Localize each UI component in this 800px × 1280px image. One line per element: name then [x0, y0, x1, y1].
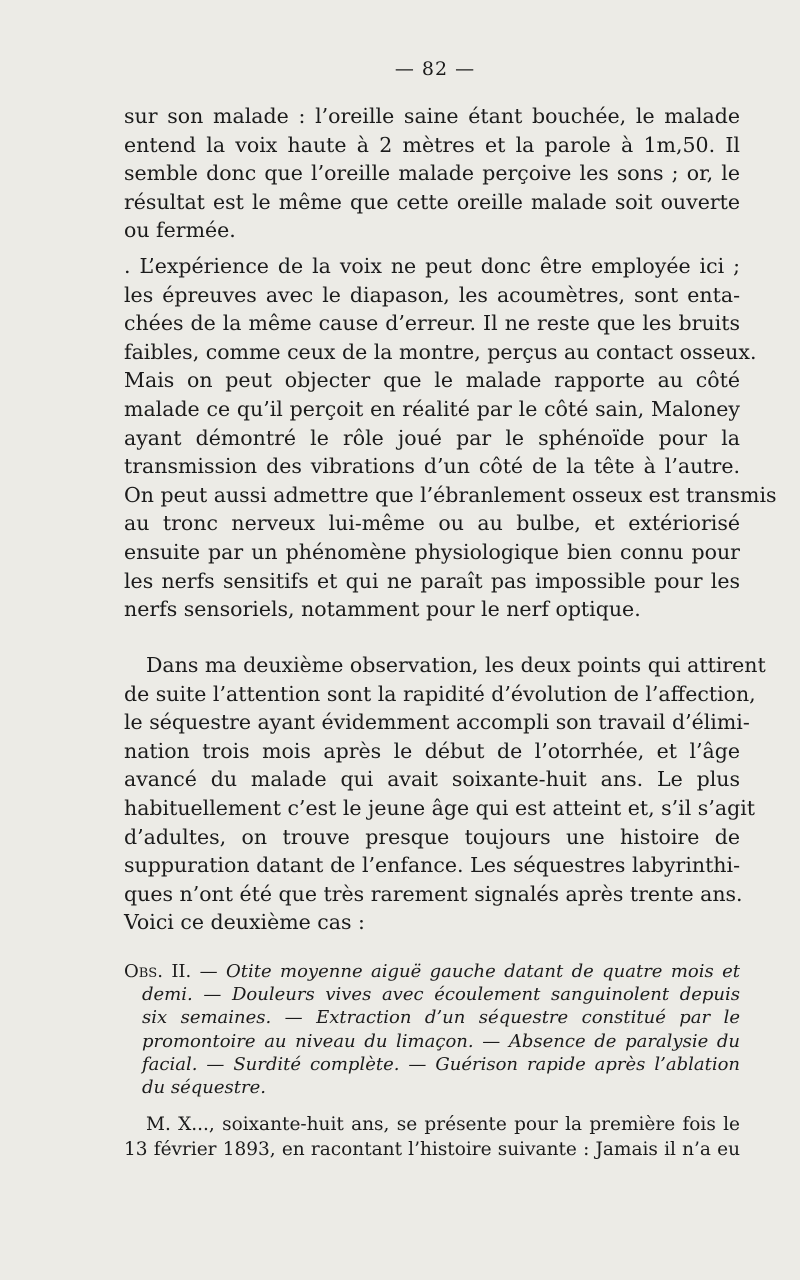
text-line: le séquestre ayant évidemment accompli son travail d’élimi-	[124, 710, 750, 735]
observation-summary: — Otite moyenne aiguë gauche datant de quatre mois et	[191, 961, 740, 982]
paragraph-3	[124, 651, 766, 937]
text-line: faibles, comme ceux de la montre, perçus au contact osseux.	[124, 339, 757, 364]
text-line: avancé du malade qui avait soixante-huit ans. Le plus	[124, 767, 740, 792]
text-line: au tronc nerveux lui-même ou au bulbe, et extériorisé	[124, 511, 740, 536]
observation-first-line	[124, 960, 740, 983]
text-line: les nerfs sensitifs et qui ne paraît pas impossible pour les	[124, 568, 740, 593]
text-line: facial. — Surdité complète. — Guérison rapide après l’ablation	[142, 1053, 740, 1075]
observation-heading	[124, 960, 740, 1099]
paragraph-4	[124, 1112, 740, 1162]
text-line: ensuite par un phénomène physiologique bien connu pour	[124, 539, 740, 564]
text-line: suppuration datant de l’enfance. Les séquestres labyrinthi-	[124, 853, 740, 878]
text-line: les épreuves avec le diapason, les acoumètres, sont enta-	[124, 282, 740, 307]
text-line: ou fermée.	[124, 218, 236, 243]
text-line: transmission des vibrations d’un côté de la tête à l’autre.	[124, 454, 740, 479]
paragraph-1	[124, 102, 740, 245]
text-line: 13 février 1893, en racontant l’histoire suivante : Jamais il n’a eu	[124, 1139, 740, 1160]
text-line: Voici ce deuxième cas :	[124, 910, 365, 935]
text-line: M. X..., soixante-huit ans, se présente pour la première fois le	[146, 1114, 740, 1135]
text-line: On peut aussi admettre que l’ébranlement osseux est transmis	[124, 482, 777, 507]
page-number: — 82 —	[394, 58, 476, 80]
text-line: ayant démontré le rôle joué par le sphénoïde pour la	[124, 425, 740, 450]
text-line: semble donc que l’oreille malade perçoive les sons ; or, le	[124, 161, 740, 186]
text-line: résultat est le même que cette oreille malade soit ouverte	[124, 189, 740, 214]
text-line: chées de la même cause d’erreur. Il ne reste que les bruits	[124, 311, 740, 336]
text-line: ques n’ont été que très rarement signalés après trente ans.	[124, 881, 743, 906]
text-line: demi. — Douleurs vives avec écoulement sanguinolent depuis	[142, 984, 740, 1006]
text-line: entend la voix haute à 2 mètres et la parole à 1m,50. Il	[124, 132, 740, 157]
paragraph-2	[124, 252, 777, 624]
text-line: . L’expérience de la voix ne peut donc être employée ici ;	[124, 254, 740, 278]
text-line: malade ce qu’il perçoit en réalité par le côté sain, Maloney	[124, 396, 740, 421]
text-line: Mais on peut objecter que le malade rapporte au côté	[124, 368, 740, 393]
text-line: habituellement c’est le jeune âge qui est atteint et, s’il s’agit	[124, 795, 755, 820]
text-line: du séquestre.	[142, 1077, 266, 1099]
text-line: de suite l’attention sont la rapidité d’évolution de l’affection,	[124, 681, 756, 706]
text-line: nerfs sensoriels, notamment pour le nerf optique.	[124, 597, 641, 622]
observation-label: Obs. II.	[124, 961, 192, 982]
text-line: sur son malade : l’oreille saine étant bouchée, le malade	[124, 104, 740, 128]
text-line: promontoire au niveau du limaçon. — Absence de paralysie du	[142, 1030, 740, 1052]
text-line: nation trois mois après le début de l’otorrhée, et l’âge	[124, 738, 740, 763]
text-line: six semaines. — Extraction d’un séquestre constitué par le	[142, 1007, 740, 1029]
text-line: d’adultes, on trouve presque toujours une histoire de	[124, 824, 740, 849]
text-line: Dans ma deuxième observation, les deux points qui attirent	[146, 653, 766, 677]
